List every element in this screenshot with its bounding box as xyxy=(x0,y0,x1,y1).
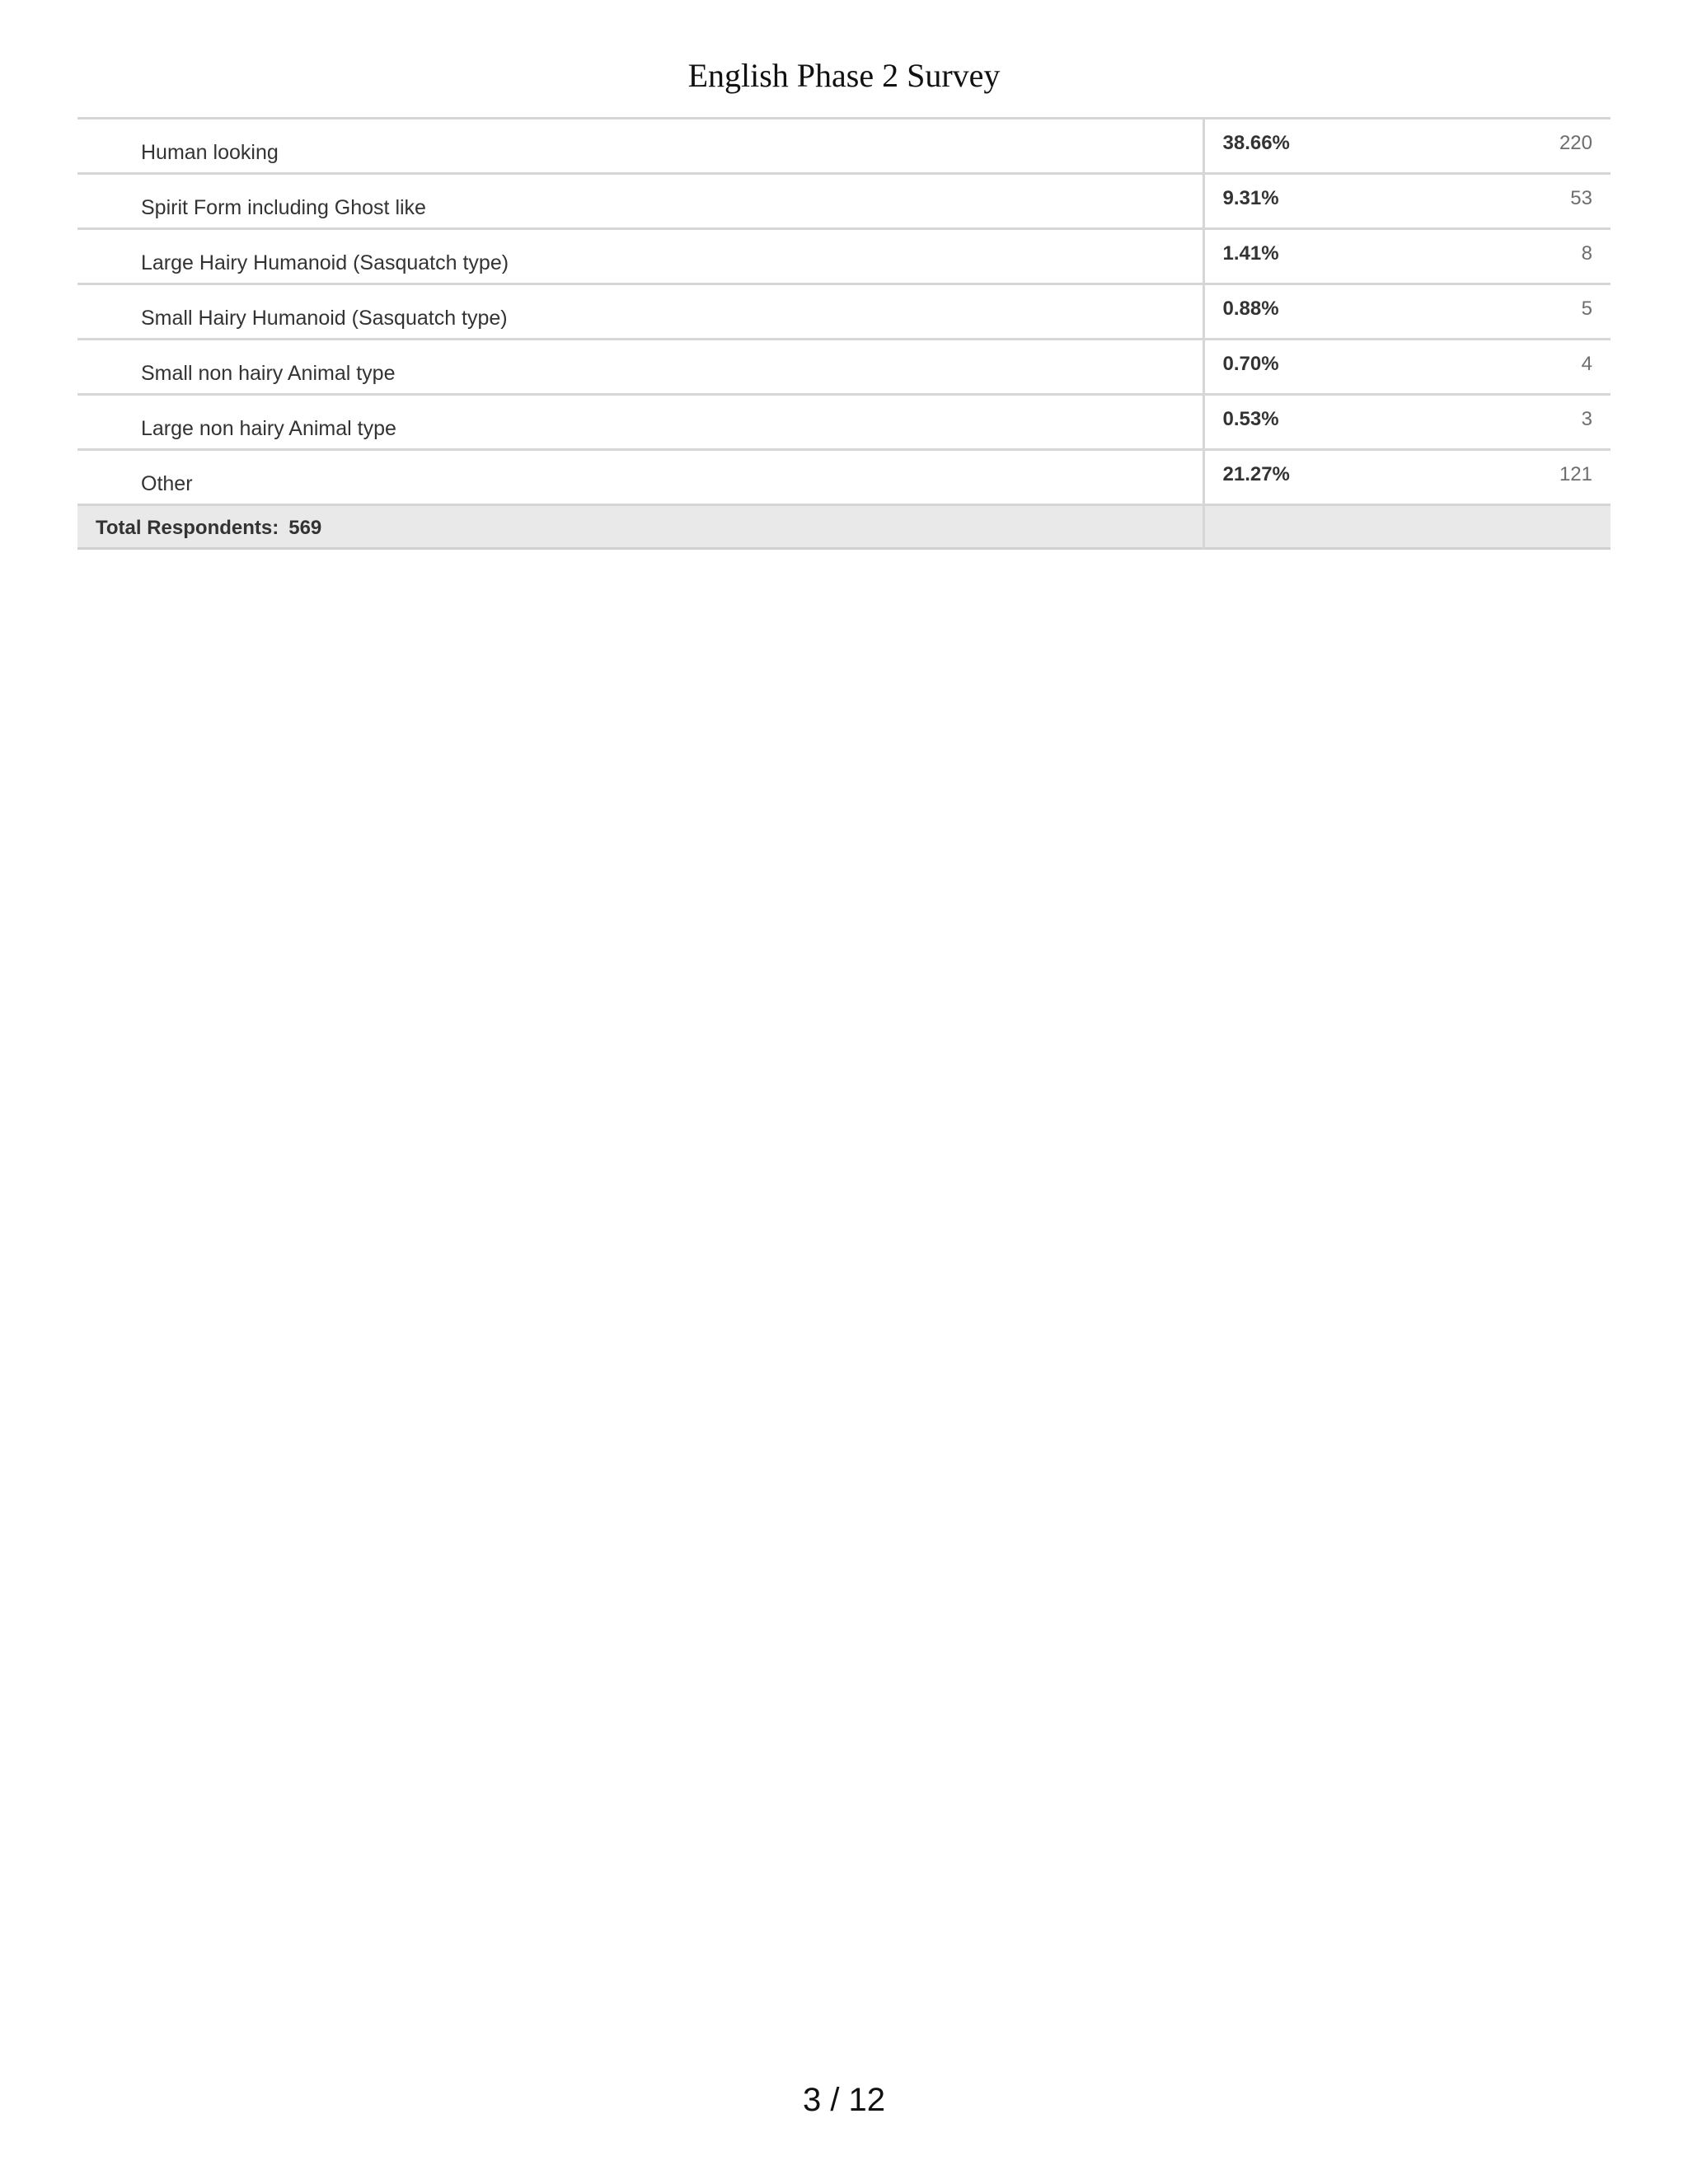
response-count: 8 xyxy=(1581,242,1592,265)
answer-choice-label: Human looking xyxy=(141,141,279,164)
table-row xyxy=(77,450,1611,505)
answer-choice-cell xyxy=(77,284,1203,340)
answer-choice-label: Large Hairy Humanoid (Sasquatch type) xyxy=(141,251,509,274)
response-stats-cell xyxy=(1203,340,1611,395)
response-count: 3 xyxy=(1581,408,1592,430)
response-percent: 1.41% xyxy=(1222,242,1279,265)
answer-choice-cell xyxy=(77,229,1203,284)
total-empty-cell xyxy=(1203,505,1611,549)
response-count: 121 xyxy=(1559,463,1592,485)
response-percent: 0.70% xyxy=(1222,353,1279,375)
table-row xyxy=(77,340,1611,395)
table-row xyxy=(77,284,1611,340)
answer-choice-label: Small non hairy Animal type xyxy=(141,362,396,385)
page-title: English Phase 2 Survey xyxy=(687,57,1001,94)
answer-choice-label: Large non hairy Animal type xyxy=(141,417,396,440)
response-percent: 21.27% xyxy=(1222,463,1290,485)
answer-choice-label: Other xyxy=(141,472,193,495)
total-respondents xyxy=(77,506,1203,541)
response-percent: 9.31% xyxy=(1222,187,1279,209)
table-row xyxy=(77,229,1611,284)
answer-choice-cell xyxy=(77,174,1203,229)
response-count: 53 xyxy=(1570,187,1592,209)
response-count: 5 xyxy=(1581,298,1592,320)
response-stats-cell xyxy=(1203,284,1611,340)
response-stats-cell xyxy=(1203,450,1611,505)
table-row xyxy=(77,119,1611,174)
response-stats-cell xyxy=(1203,395,1611,450)
total-respondents-label: Total Respondents: xyxy=(96,517,279,539)
response-percent: 0.88% xyxy=(1222,298,1279,320)
answer-choice-cell xyxy=(77,119,1203,174)
answer-choice-label: Small Hairy Humanoid (Sasquatch type) xyxy=(141,307,508,330)
response-percent: 38.66% xyxy=(1222,132,1290,154)
page-number: 3 / 12 xyxy=(802,2082,886,2118)
total-respondents-row xyxy=(77,505,1611,549)
table-row xyxy=(77,174,1611,229)
response-stats-cell xyxy=(1203,229,1611,284)
answer-choice-cell xyxy=(77,340,1203,395)
answer-choice-label: Spirit Form including Ghost like xyxy=(141,196,426,219)
results-table xyxy=(77,117,1611,550)
response-count: 220 xyxy=(1559,132,1592,154)
response-stats-cell xyxy=(1203,119,1611,174)
total-respondents-value: 569 xyxy=(288,517,322,539)
response-count: 4 xyxy=(1581,353,1592,375)
response-percent: 0.53% xyxy=(1222,408,1279,430)
table-row xyxy=(77,395,1611,450)
answer-choice-cell xyxy=(77,395,1203,450)
response-stats-cell xyxy=(1203,174,1611,229)
total-respondents-cell xyxy=(77,505,1203,549)
answer-choice-cell xyxy=(77,450,1203,505)
